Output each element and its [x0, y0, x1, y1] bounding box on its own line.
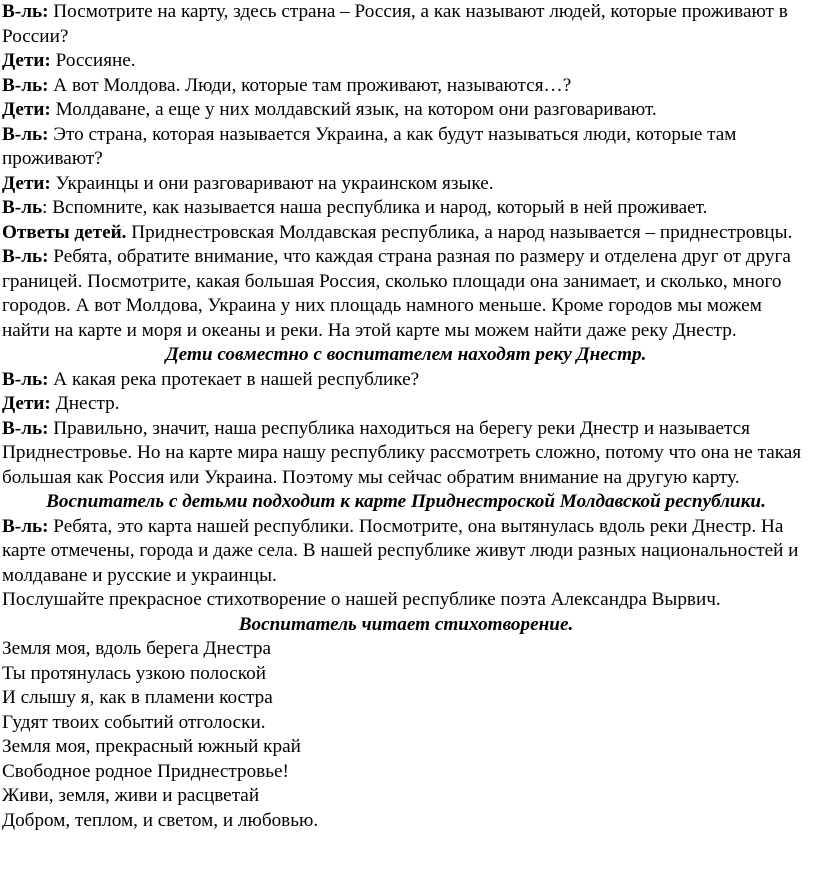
poem-line: Земля моя, вдоль берега Днестра: [2, 638, 271, 659]
dialogue-text: Приднестровская Молдавская республика, а народ называется – приднестровцы.: [126, 221, 793, 243]
dialogue-text: Ребята, это карта нашей республики. Посмотрите, она вытянулась вдоль реки Днестр. На карте отмечены, города и даже села. В нашей республике живут люди разных национальностей и молдаване и русские и украинцы.: [2, 515, 799, 586]
speaker-label: В-ль:: [2, 417, 49, 439]
dialogue-line: [2, 368, 810, 393]
poem-line: Добром, теплом, и светом, и любовью.: [2, 809, 319, 831]
dialogue-line: [2, 515, 810, 589]
dialogue-line: [2, 196, 810, 221]
speaker-label: Дети:: [2, 50, 51, 71]
dialogue-text: А какая река протекает в нашей республике?: [48, 368, 420, 390]
dialogue-line: [2, 123, 810, 172]
poem-line: Живи, земля, живи и расцветай: [2, 785, 260, 806]
stage-direction: Воспитатель читает стихотворение.: [238, 613, 574, 635]
speaker-label: В-ль:: [2, 368, 49, 390]
dialogue-text: Правильно, значит, наша республика находиться на берегу реки Днестр и называется Приднестровье. Но на карте мира нашу республику рассмотреть сложно, потому что она не такая большая как Россия или Украина. Поэтому мы сейчас обратим внимание на другую карту.: [2, 417, 802, 488]
poem-intro: Послушайте прекрасное стихотворение о нашей республике поэта Александра Вырвич.: [2, 589, 721, 610]
poem-line: Ты протянулась узкою полоской: [2, 662, 267, 684]
speaker-label: В-ль:: [2, 246, 49, 267]
dialogue-text: : Вспомните, как называется наша республика и народ, который в ней проживает.: [42, 197, 708, 218]
dialogue-text: Ребята, обратите внимание, что каждая страна разная по размеру и отделена друг от друга границей. Посмотрите, какая большая Россия, сколько площади она занимает, и сколько, много городов. А вот Молдова, Украина у них площадь намного меньше. Кроме городов мы можем найти на карте и моря и океаны и реки. На этой карте мы можем найти даже реку Днестр.: [2, 246, 791, 341]
stage-direction: Дети совместно с воспитателем находят реку Днестр.: [165, 344, 647, 365]
dialogue-text: Украинцы и они разговаривают на украинском языке.: [50, 172, 494, 194]
poem-line: Свободное родное Приднестровье!: [2, 760, 289, 782]
dialogue-line: [2, 221, 810, 246]
speaker-label: В-ль:: [2, 1, 49, 22]
dialogue-line: [2, 245, 810, 343]
dialogue-line: [2, 74, 810, 99]
speaker-label: В-ль:: [2, 74, 49, 96]
dialogue-text: Молдаване, а еще у них молдавский язык, на котором они разговаривают.: [50, 99, 657, 120]
dialogue-text: Россияне.: [50, 50, 136, 71]
speaker-label: Дети:: [2, 393, 51, 414]
speaker-label: В-ль:: [2, 123, 49, 145]
speaker-label: Ответы детей.: [2, 221, 127, 243]
dialogue-line: [2, 172, 810, 197]
dialogue-line: [2, 392, 810, 417]
dialogue-text: Днестр.: [50, 393, 120, 414]
poem-line: Земля моя, прекрасный южный край: [2, 736, 301, 757]
dialogue-line: [2, 417, 810, 491]
dialogue-line: [2, 49, 810, 74]
poem-line: И слышу я, как в пламени костра: [2, 687, 273, 708]
speaker-label: В-ль: [2, 197, 43, 218]
speaker-label: В-ль:: [2, 515, 49, 537]
dialogue-text: Посмотрите на карту, здесь страна – Россия, а как называют людей, которые проживают в России?: [2, 1, 788, 47]
dialogue-text: А вот Молдова. Люди, которые там проживают, называются…?: [48, 74, 572, 96]
dialogue-line: [2, 98, 810, 123]
dialogue-line: [2, 0, 810, 49]
speaker-label: Дети:: [2, 99, 51, 120]
stage-direction: Воспитатель с детьми подходит к карте Приднестроской Молдавской республики.: [46, 491, 766, 512]
poem-line: Гудят твоих событий отголоски.: [2, 711, 266, 733]
dialogue-text: Это страна, которая называется Украина, а как будут называться люди, которые там проживают?: [2, 123, 737, 169]
speaker-label: Дети:: [2, 172, 51, 194]
poem: [2, 637, 810, 833]
